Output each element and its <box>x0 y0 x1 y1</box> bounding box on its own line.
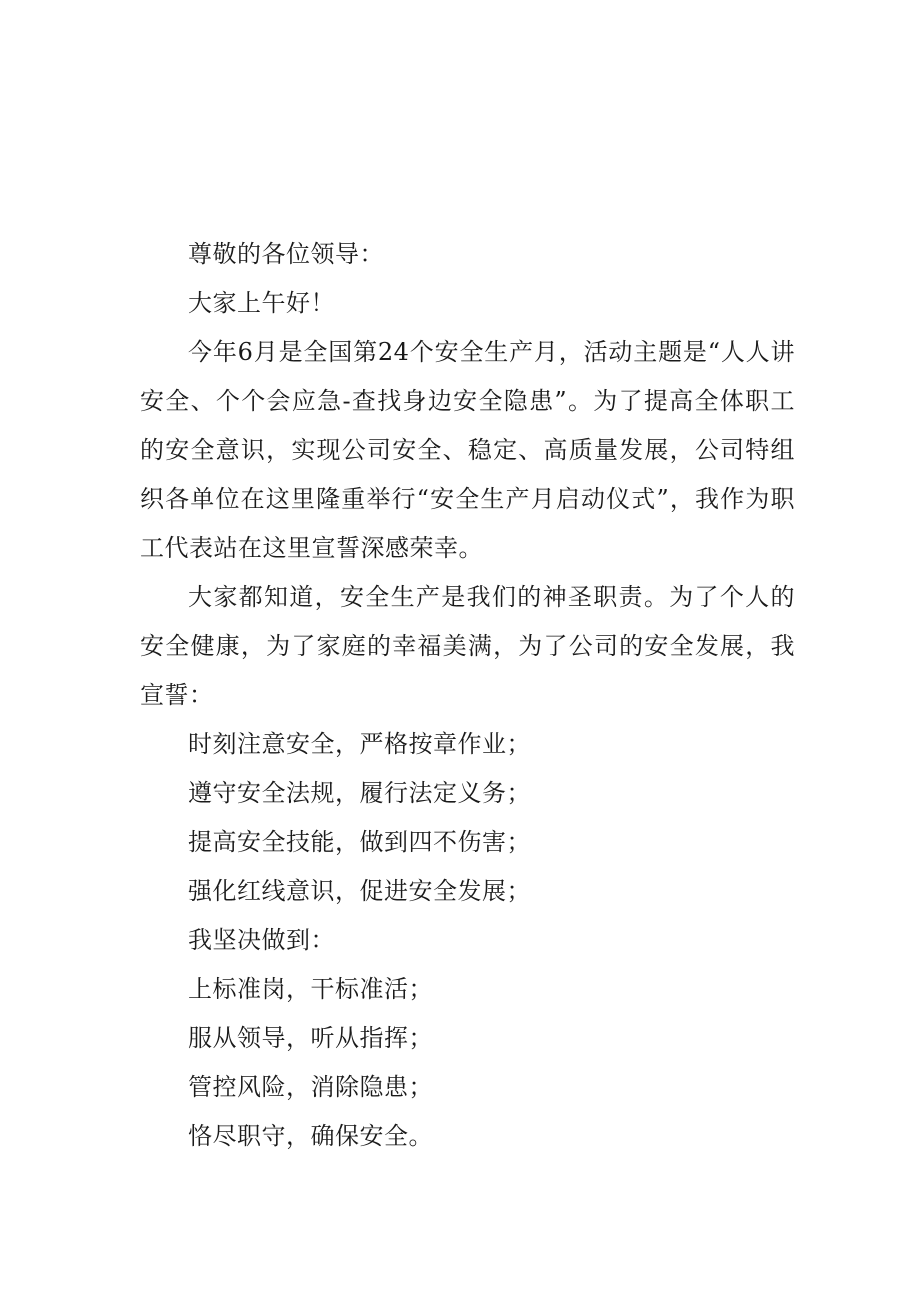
oath-line: 提高安全技能，做到四不伤害； <box>188 828 531 856</box>
commit-line: 上标准岗，干标准活； <box>188 975 433 1003</box>
oath-line: 时刻注意安全，严格按章作业； <box>188 730 531 758</box>
oath-line: 强化红线意识，促进安全发展； <box>188 877 531 905</box>
commit-line: 服从领导，听从指挥； <box>188 1024 433 1052</box>
oath-intro-paragraph: 大家都知道，安全生产是我们的神圣职责。为了个人的安全健康，为了家庭的幸福美满，为了公司的安全发展，我宣誓： <box>140 583 795 709</box>
commit-heading: 我坚决做到： <box>188 926 335 954</box>
commit-line: 恪尽职守，确保安全。 <box>188 1122 433 1150</box>
oath-line: 遵守安全法规，履行法定义务； <box>188 779 531 807</box>
intro-paragraph: 今年6月是全国第24个安全生产月，活动主题是“人人讲安全、个个会应急-查找身边安全隐患”。为了提高全体职工的安全意识，实现公司安全、稳定、高质量发展，公司特组织各单位在这里隆重举行“安全生产月启动仪式”，我作为职工代表站在这里宣誓深感荣幸。 <box>140 338 795 562</box>
greeting: 大家上午好！ <box>188 289 335 317</box>
salutation: 尊敬的各位领导： <box>188 240 384 268</box>
speech-body <box>140 230 795 1161</box>
commit-line: 管控风险，消除隐患； <box>188 1073 433 1101</box>
